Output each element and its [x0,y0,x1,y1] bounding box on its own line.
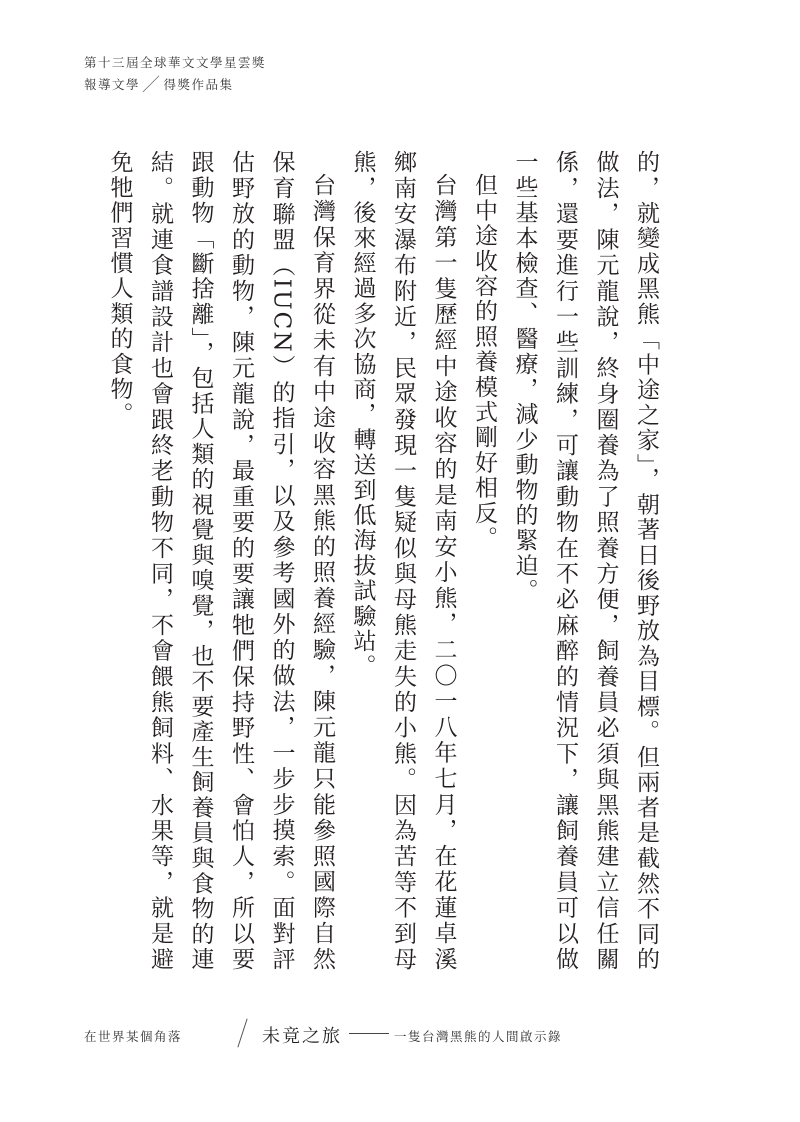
collection-label: 得獎作品集 [163,77,234,92]
book-title: 未竟之旅 [262,1026,342,1047]
running-header [84,52,266,96]
series-title: 在世界某個角落 [84,1029,183,1044]
header-separator: ／ [142,75,162,96]
paragraph-3: 台灣第一隻歷經中途收容的是南安小熊，二〇一八年七月，在花蓮卓溪鄉南安瀑布附近，民眾發現一隻疑似與母熊走失的小熊。因為苦等不到母熊，後來經過多次協商，轉送到低海拔試驗站。 [349,150,457,972]
running-footer [84,1018,644,1048]
paragraph-2: 但中途收容的照養模式剛好相反。 [471,173,497,551]
title-dash [349,1033,389,1034]
vertical-body-text [106,150,666,972]
paragraph-1: 的，就變成黑熊「中途之家」，朝著日後野放為目標。但兩者是截然不同的做法，陳元龍說，終身圈養為了照養方便，飼養員必須與黑熊建立信任關係，還要進行一些訓練，可讓動物在不必麻醉的情況下，讓飼養員可以做一些基本檢查、醫療，減少動物的緊迫。 [511,150,659,972]
category-label: 報導文學 [84,77,141,92]
collection-title [84,74,266,96]
award-title: 第十三屆全球華文文學星雲獎 [84,55,267,70]
footer-slash-divider [237,1019,247,1048]
paragraph-4: 台灣保育界從未有中途收容黑熊的照養經驗，陳元龍只能參照國際自然保育聯盟（IUCN）的指引，以及參考國外的做法，一步步摸索。面對評估野放的動物，陳元龍說，最重要的要讓牠們保持野性、會怕人，所以要跟動物「斷捨離」，包括人類的視覺與嗅覺，也不要產生飼養員與食物的連結。就連食譜設計也會跟終老動物不同，不會餵熊飼料、水果等，就是避免牠們習慣人類的食物。 [106,150,335,972]
book-subtitle: 一隻台灣黑熊的人間啟示錄 [394,1029,563,1044]
